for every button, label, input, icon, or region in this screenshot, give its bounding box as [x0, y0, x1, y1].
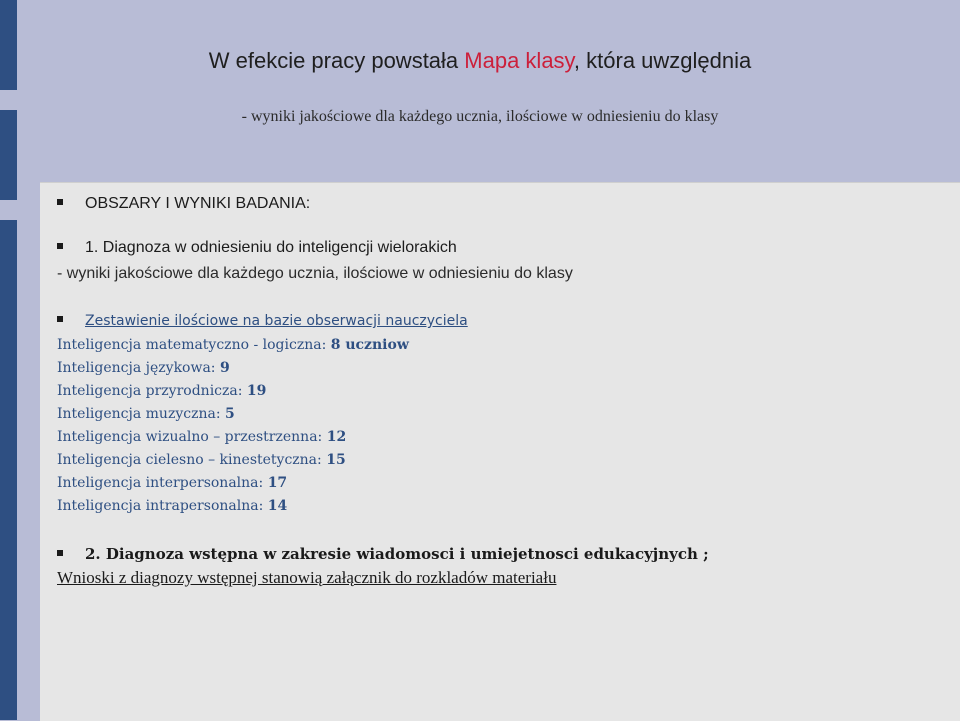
- intelligence-row: [57, 498, 287, 514]
- intelligence-row: [57, 429, 346, 445]
- intelligence-row: [57, 360, 230, 376]
- bullet-icon: [57, 243, 63, 249]
- bullet-icon: [57, 316, 63, 322]
- diagnosis-2-item: [57, 545, 709, 563]
- diagnosis-1-title: 1. Diagnoza w odniesieniu do inteligencji wielorakich: [85, 239, 457, 256]
- intelligence-row: [57, 337, 409, 353]
- title-highlight: Mapa klasy: [464, 48, 574, 73]
- content-panel: [40, 182, 960, 721]
- title-prefix: W efekcie pracy powstała: [208, 48, 465, 73]
- intelligence-label: Inteligencja intrapersonalna:: [57, 498, 268, 514]
- bullet-icon: [57, 199, 63, 205]
- diagnosis-1-item: [57, 239, 457, 257]
- intelligence-row: [57, 383, 266, 399]
- intelligence-value: 17: [267, 475, 288, 491]
- bullet-icon: [57, 550, 63, 556]
- section-header: OBSZARY I WYNIKI BADANIA:: [85, 195, 311, 212]
- intelligence-value: 15: [326, 452, 346, 468]
- intelligence-label: Inteligencja muzyczna:: [57, 406, 225, 422]
- slide-title: [0, 48, 960, 74]
- decor-bar-bottom: [0, 220, 17, 720]
- wnioski-link[interactable]: Wnioski z diagnozy wstępnej stanowią załącznik do rozkladów materiału: [57, 568, 557, 587]
- intelligence-label: Inteligencja przyrodnicza:: [57, 383, 247, 399]
- title-suffix: , która uwzględnia: [573, 48, 752, 73]
- intelligence-row: [57, 475, 287, 491]
- intelligence-value: 14: [267, 498, 288, 514]
- intelligence-label: Inteligencja matematyczno - logiczna:: [57, 337, 331, 353]
- intelligence-value: 5: [224, 406, 235, 422]
- intelligence-label: Inteligencja językowa:: [57, 360, 220, 376]
- decor-bar-top: [0, 0, 17, 90]
- section-header-item: [57, 195, 310, 213]
- diagnosis-1-subtitle: - wyniki jakościowe dla każdego ucznia, ilościowe w odniesieniu do klasy: [57, 265, 573, 282]
- intelligence-value: 9: [219, 360, 230, 376]
- diagnosis-2-title: 2. Diagnoza wstępna w zakresie wiadomosci i umiejetnosci edukacyjnych ;: [85, 545, 709, 563]
- intelligence-value: 19: [246, 383, 267, 399]
- intelligence-label: Inteligencja wizualno – przestrzenna:: [57, 429, 327, 445]
- intelligence-row: [57, 406, 235, 422]
- intelligence-label: Inteligencja interpersonalna:: [57, 475, 268, 491]
- intelligence-value: 8 uczniow: [330, 337, 409, 353]
- intelligence-row: [57, 452, 346, 468]
- zestawienie-link[interactable]: Zestawienie ilościowe na bazie obserwacji nauczyciela: [85, 313, 468, 329]
- zestawienie-item: [57, 313, 468, 329]
- intelligence-label: Inteligencja cielesno – kinestetyczna:: [57, 452, 327, 468]
- intelligence-value: 12: [326, 429, 347, 445]
- slide-subtitle: - wyniki jakościowe dla każdego ucznia, ilościowe w odniesieniu do klasy: [241, 108, 719, 125]
